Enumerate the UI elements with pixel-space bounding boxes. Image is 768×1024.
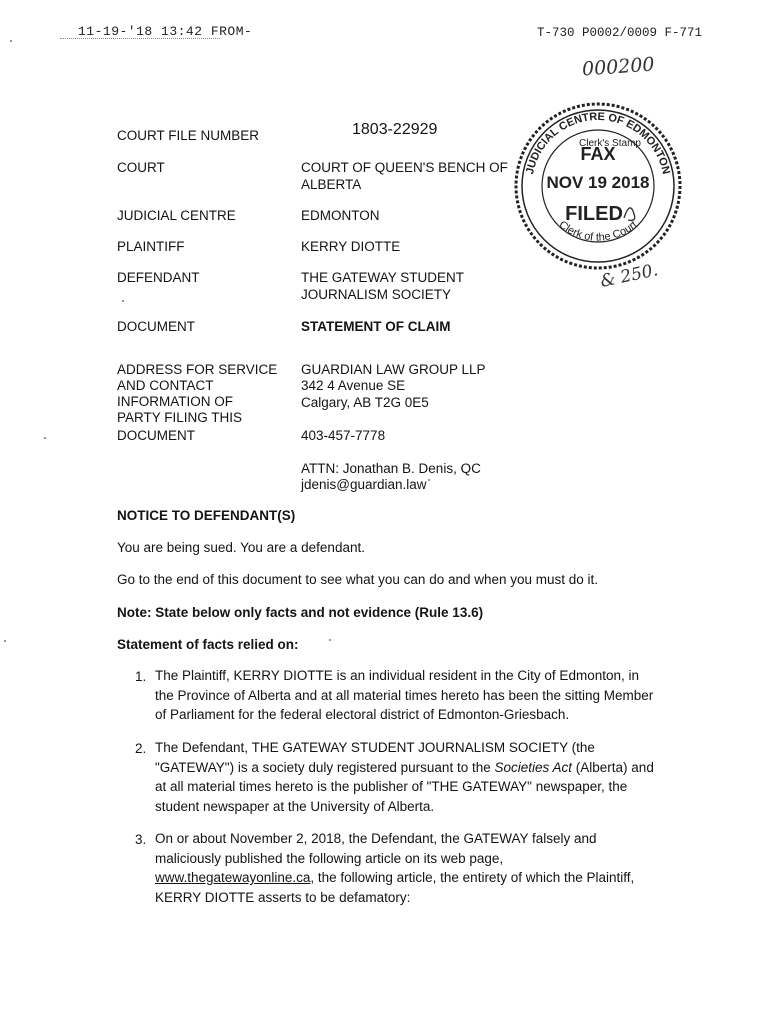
fax-header-right: T-730 P0002/0009 F-771 bbox=[537, 26, 703, 40]
stamp-signature bbox=[624, 208, 635, 221]
stamp-filed: FILED bbox=[565, 203, 623, 225]
societies-act-title: Societies Act bbox=[494, 759, 573, 775]
item-2-line3: at all material times hereto is the publisher of "THE GATEWAY" newspaper, the bbox=[155, 779, 628, 794]
item-2-line2-start: "GATEWAY") is a society duly registered pursuant to the bbox=[155, 759, 495, 775]
label-address-line3: INFORMATION OF bbox=[117, 394, 233, 409]
facts-heading: Statement of facts relied on: bbox=[117, 637, 299, 652]
item-2-line1: The Defendant, THE GATEWAY STUDENT JOURNALISM SOCIETY (the bbox=[155, 740, 595, 755]
handwritten-initials: & 250. bbox=[598, 260, 660, 292]
label-address-line4: PARTY FILING THIS bbox=[117, 410, 243, 425]
scan-speck bbox=[44, 437, 46, 439]
label-defendant: DEFENDANT bbox=[117, 270, 200, 285]
firm-city: Calgary, AB T2G 0E5 bbox=[301, 395, 429, 410]
defendant-line2: JOURNALISM SOCIETY bbox=[301, 287, 452, 302]
stamp-ring-text: JUDICIAL CENTRE OF EDMONTON bbox=[524, 110, 672, 176]
attention-line: ATTN: Jonathan B. Denis, QC bbox=[301, 461, 481, 476]
stamp-fax: FAX bbox=[580, 144, 616, 164]
label-court-file-number: COURT FILE NUMBER bbox=[117, 128, 260, 143]
court-name-line2: ALBERTA bbox=[301, 177, 362, 192]
court-file-number: 1803-22929 bbox=[352, 121, 438, 138]
judicial-centre: EDMONTON bbox=[301, 208, 380, 223]
item-3-line4: KERRY DIOTTE asserts to be defamatory: bbox=[155, 889, 411, 905]
item-2-number: 2. bbox=[135, 741, 147, 756]
fax-header-left: 11-19-'18 13:42 FROM- bbox=[78, 24, 253, 39]
contact-email: jdenis@guardian.law bbox=[301, 477, 427, 492]
label-judicial-centre: JUDICIAL CENTRE bbox=[117, 208, 236, 223]
sued-line: You are being sued. You are a defendant. bbox=[117, 540, 365, 555]
item-3-line3-end: , the following article, the entirety of which the Plaintiff, bbox=[310, 870, 635, 885]
item-2-line4: student newspaper at the University of Alberta. bbox=[155, 798, 435, 814]
firm-street: 342 4 Avenue SE bbox=[301, 378, 406, 393]
item-1-line3: of Parliament for the federal electoral district of Edmonton-Griesbach. bbox=[155, 707, 570, 722]
firm-name: GUARDIAN LAW GROUP LLP bbox=[301, 362, 486, 377]
item-1-line1: The Plaintiff, KERRY DIOTTE is an individual resident in the City of Edmonton, in bbox=[155, 668, 639, 683]
fax-header-ghost-line bbox=[60, 38, 220, 43]
item-1-number: 1. bbox=[135, 669, 147, 684]
scan-speck bbox=[122, 300, 124, 302]
item-3-text bbox=[155, 829, 675, 907]
item-3-line1: On or about November 2, 2018, the Defendant, the GATEWAY falsely and bbox=[155, 831, 597, 846]
item-3-line2: maliciously published the following article on its web page, bbox=[155, 850, 504, 866]
stamp-ring-bottom: Clerk of the Court bbox=[556, 218, 640, 244]
item-2-text bbox=[155, 738, 675, 816]
label-address-line2: AND CONTACT bbox=[117, 378, 214, 393]
item-3-line3 bbox=[155, 868, 675, 888]
gateway-website-link[interactable]: www.thegatewayonline.ca bbox=[155, 870, 311, 885]
label-plaintiff: PLAINTIFF bbox=[117, 239, 185, 254]
stamp-clerks-stamp: Clerk's Stamp bbox=[579, 138, 641, 149]
stamp-date: NOV 19 2018 bbox=[546, 173, 650, 192]
plaintiff-name: KERRY DIOTTE bbox=[301, 239, 401, 254]
rule-note: Note: State below only facts and not evidence (Rule 13.6) bbox=[117, 605, 484, 620]
clerk-filed-stamp bbox=[512, 100, 684, 272]
scan-speck bbox=[10, 40, 12, 42]
firm-phone: 403-457-7778 bbox=[301, 428, 386, 443]
item-3-number: 3. bbox=[135, 832, 147, 847]
label-document: DOCUMENT bbox=[117, 319, 195, 334]
court-name-line1: COURT OF QUEEN'S BENCH OF bbox=[301, 160, 508, 175]
handwritten-document-number: 000200 bbox=[581, 53, 656, 81]
document-type: STATEMENT OF CLAIM bbox=[301, 319, 451, 334]
label-address-line5: DOCUMENT bbox=[117, 428, 195, 443]
item-2-line2-end: (Alberta) and bbox=[572, 759, 654, 775]
label-court: COURT bbox=[117, 160, 165, 175]
label-address-line1: ADDRESS FOR SERVICE bbox=[117, 362, 278, 377]
defendant-line1: THE GATEWAY STUDENT bbox=[301, 270, 465, 285]
item-1-line2: the Province of Alberta and at all material times hereto has been the sitting Member bbox=[155, 687, 654, 703]
scan-speck bbox=[4, 640, 6, 642]
item-1-text bbox=[155, 666, 675, 725]
instruction-line: Go to the end of this document to see what you can do and when you must do it. bbox=[117, 572, 599, 587]
item-2-line2 bbox=[155, 758, 675, 778]
scan-speck bbox=[329, 639, 331, 641]
scan-speck bbox=[428, 479, 430, 481]
notice-heading: NOTICE TO DEFENDANT(S) bbox=[117, 508, 296, 523]
